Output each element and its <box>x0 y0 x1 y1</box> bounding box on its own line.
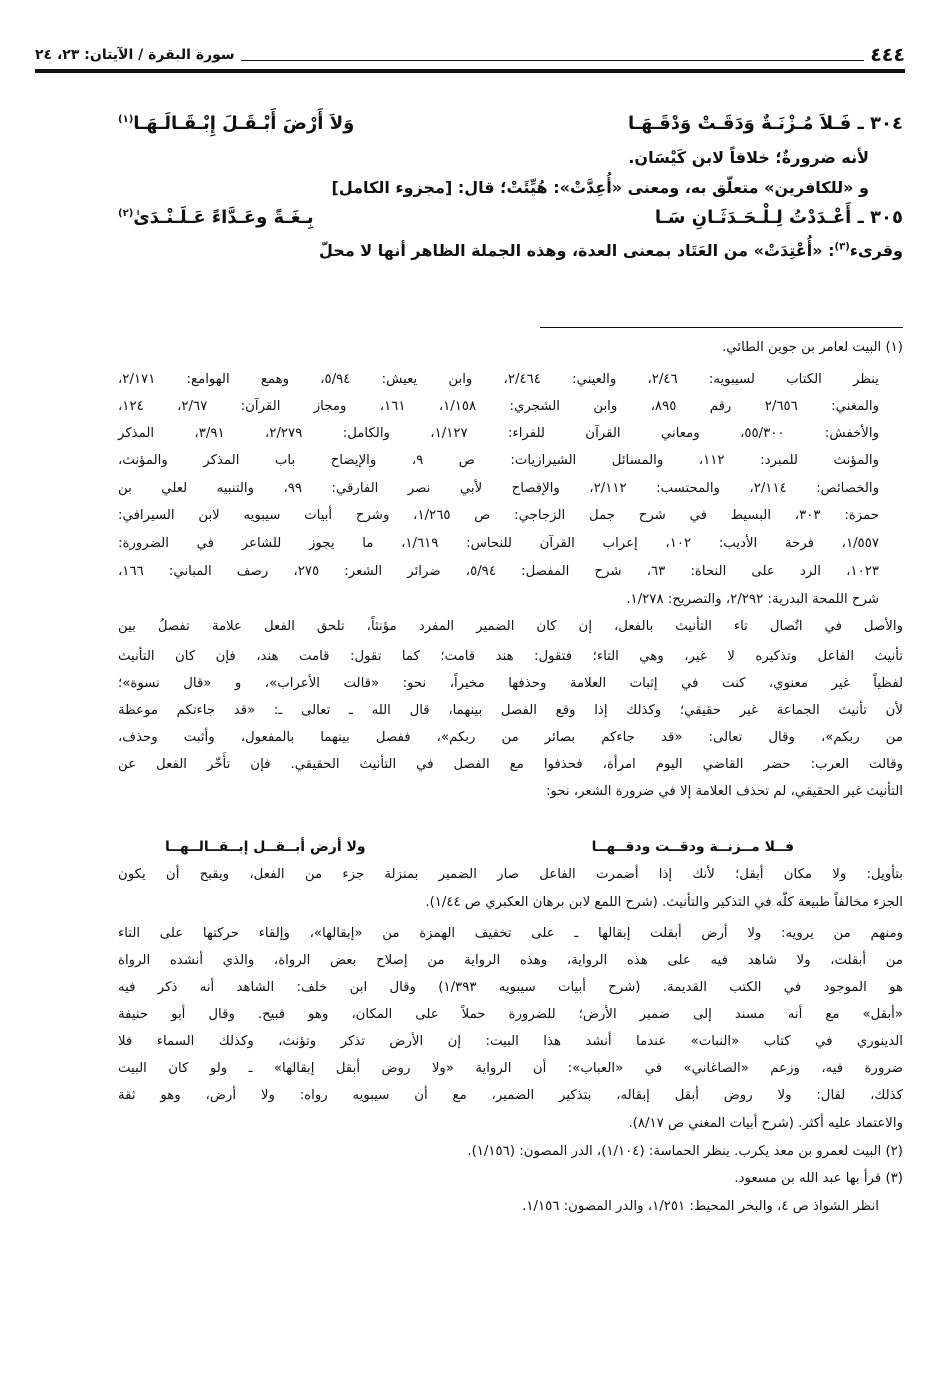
footnote-3: (٣) قرأ بها عبد الله بن مسعود. <box>734 1171 903 1186</box>
verse-number: ٣٠٥ ـ <box>851 207 903 228</box>
verse-second-hemistich: وَلاَ أَرْضَ أَبْـقَـلَ إِبْـقَـالَـهَـا <box>133 113 355 134</box>
footnote-line: من أبقلت، ولا شاهد فيه على هذه الرواية، وهذه الرواية من إصلاح بعض الرواة، والذي أنشده الرواة <box>118 953 903 968</box>
verse-first-hemistich: فَـلاَ مُـزْنَـةٌ وَدَقَـتْ وَدْقَـهَـا <box>628 113 852 134</box>
footnote-line: حمزة: ٣٠٣، البسيط في شرح جمل الزجاجي: ص ١/٢٦٥، وشرح أبيات سيبويه لابن السيرافي: <box>118 508 880 523</box>
footnote-line: والأخفش: ٥٥/٣٠٠، ومعاني القرآن للفراء: ١/١٢٧، والكامل: ٢/٢٧٩، ٣/٩١، المذكر <box>118 426 879 441</box>
footnote-line: والمغني: ٢/٦٥٦ رقم ٨٩٥، وابن الشجري: ١/١٥٨، ١٦١، ومجاز القرآن: ٢/٦٧، ١٢٤، <box>118 399 879 414</box>
footnote-line: الجزء مخالفاً طبيعة كلّه في التذكير والتأنيث. (شرح اللمع لابن برهان العكبري ص ١/٤٤). <box>425 895 903 910</box>
verse-first-hemistich: أَعْـدَدْتُ لِـلْـحَـدَثَـانِ سَـا <box>654 207 852 228</box>
footnote-line: والمؤنث للمبرد: ١١٢، والمسائل الشيرازيات: ص ٩، والإيضاح باب المذكر والمؤنث، <box>118 453 879 468</box>
body-line: لأنه ضرورةٌ؛ خلافاً لابن كَيْسَان. <box>628 148 869 167</box>
footnote-2: (٢) البيت لعمرو بن معد يكرب. ينظر الحماسة: (١/١٠٤)، الدر المصون: (١/١٥٦). <box>467 1144 903 1159</box>
footnote-line: بتأويل: ولا مكان أبقل؛ لأنك إذا أضمرت الفاعل صار الضمير بمنزلة جزء من الفعل، ويقبح أن يكون <box>118 867 903 882</box>
footnote-line: تأنيث الفاعل وتذكيره لا غير، وهي التاء؛ فتقول: هند قامت؛ كما تقول: قامت هند، فإن كان التأنيث <box>118 649 903 664</box>
footnote-line: ومنهم من يرويه: ولا أرض أبقلت إبقالها ـ على تخفيف الهمزة من «إبقالها»، وإلقاء حركتها على التاء <box>118 926 903 941</box>
footnote-line: لأن تأنيث الجماعة غير حقيقي؛ وكذلك إذا وقع الفصل بينهما، قال الله ـ تعالى ـ: «قد جاءتكم موعظة <box>118 703 903 718</box>
footnote-ref: (٢) <box>118 208 134 219</box>
footnote-line: التأنيث غير الحقيقي، لم تحذف العلامة إلا في ضرورة الشعر، نحو: <box>545 784 903 799</box>
footnote-line: ضرورة فيه، وزعم «الصاغاني» في «العباب»: أن الرواية «ولا روض أبقل إبقالها» ـ ولو كان البيت <box>118 1061 903 1076</box>
footnote-line: وقالت العرب: حضر القاضي اليوم امرأة، فحذفوا مع الفصل في التأنيث الحقيقي. فإن تأَخّر الفعل عن <box>118 757 903 772</box>
verse-second-hemistich: بِـغَـةً وعَـدَّاءً عَـلَـنْـدَىٰ <box>133 207 314 228</box>
footnote-line: ١٠٢٣، الرد على النحاة: ٦٣، شرح المفصل: ٥/٩٤، ضرائر الشعر: ٢٧٥، رصف المباني: ١٦٦، <box>118 564 879 579</box>
body-line: و «للكافرين» متعلّق به، ومعنى «أُعِدَّتْ»: هُيِّئَتْ؛ قال: [مجزوء الكامل] <box>331 178 869 197</box>
verse-305 <box>118 207 903 228</box>
header-title: سورة البقرة / الآيتان: ٢٣، ٢٤ <box>35 47 235 63</box>
footnote-1-heading: (١) البيت لعامر بن جوين الطائي. <box>722 340 903 355</box>
footnote-ref: (٣) <box>834 241 850 253</box>
footnote-verse <box>165 839 794 855</box>
footnote-line: «أبقل» مع أنه مسند إلى ضمير الأرض؛ للضرورة حملاً على المكان، وهو قبيح. وقال أبو حنيفة <box>118 1007 903 1022</box>
header-line <box>241 60 865 61</box>
body-text: وقرىء <box>849 241 903 260</box>
footnote-ref: (١) <box>118 114 134 125</box>
footnote-line: هو الموجود في الكتب القديمة. (شرح أبيات سيبويه ١/٣٩٣) وقال ابن خلف: الشاهد أنه ذكر فيه <box>118 980 903 995</box>
footnote-separator <box>540 327 903 328</box>
footnote-line: والخصائص: ٢/١١٤، والمحتسب: ٢/١١٢، والإفصاح لأبي نصر الفارقي: ٩٩، والتنبيه لعلي بن <box>118 481 879 496</box>
page-number: ٤٤٤ <box>870 44 905 66</box>
footnote-line: كذلك، لقال: ولا روض أبقل إبقاله، بتذكير الضمير، مع أن سيبويه رواه: ولا أرض، وهو ثقة <box>118 1088 903 1103</box>
verse-304 <box>118 113 903 134</box>
footnote-line: شرح اللمحة البدرية: ٢/٢٩٢، والتصريح: ١/٢٧٨. <box>626 592 879 607</box>
body-line <box>118 241 903 260</box>
footnote-line: لفظياً غير معنوي، كنت في إثبات العلامة وحذفها مخيراً، نحو: «قالت الأعراب»، و «قال نسوة»؛ <box>118 676 903 691</box>
footnote-line: ينظر الكتاب لسيبويه: ٢/٤٦، والعيني: ٢/٤٦٤، وابن يعيش: ٥/٩٤، وهمع الهوامع: ٢/١٧١، <box>118 372 879 387</box>
running-header <box>35 40 905 70</box>
footnote-line: الدينوري في كتاب «النبات» عندما أنشد هذا البيت: إن الأرض تذكر وتؤنث، وكذلك السماء فلا <box>118 1034 903 1049</box>
verse-second-hemistich: ولا أرض أبــقــل إبــقــالــهــا <box>165 839 366 855</box>
footnote-line: ١/٥٥٧، فرحة الأديب: ١٠٢، إعراب القرآن للنحاس: ١/٦١٩، ما يجوز للشاعر في الضرورة: <box>118 536 879 551</box>
footnote-line: والأصل في اتُصال تاء التأنيث بالفعل، إن كان الضمير المفرد مؤنثاً، تلحق الفعل علامة تفصلُ بين <box>118 619 903 634</box>
footnote-line: والاعتماد عليه أكثر. (شرح أبيات المغني ص ٨/١٧). <box>628 1116 903 1131</box>
verse-first-hemistich: فــلا مــزنــة ودقــت ودقــهــا <box>591 839 794 855</box>
header-rule <box>35 69 905 73</box>
footnote-line: من ربكم»، وقال تعالى: «قد جاءكم بصائر من ربكم»، ففصل بينهما بالمفعول، وأثبت وحذف، <box>118 730 903 745</box>
body-text: : «أُعْتِدَتْ» من العَتَاد بمعنى العدة، وهذه الجملة الظاهر أنها لا محلّ <box>319 241 835 260</box>
footnote-line: انظر الشواذ ص ٤، والبحر المحيط: ١/٢٥١، والدر المصون: ١/١٥٦. <box>522 1199 879 1214</box>
verse-number: ٣٠٤ ـ <box>851 113 903 134</box>
